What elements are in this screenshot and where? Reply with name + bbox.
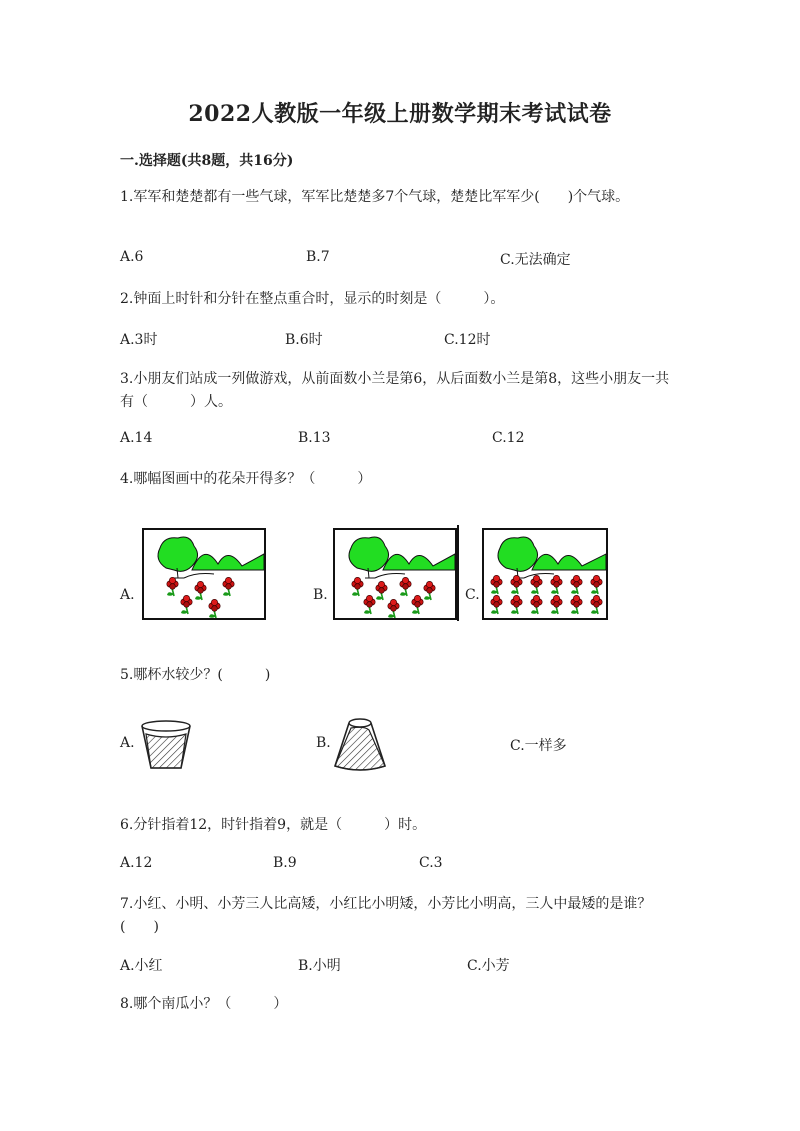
- flower-icon: [551, 595, 562, 614]
- hill-icon: [383, 554, 455, 570]
- q5-option-b: B.: [316, 735, 331, 751]
- flower-icon: [571, 595, 582, 614]
- flower-icon: [531, 595, 542, 614]
- flower-icon: [352, 577, 363, 596]
- q7-option-b: B.小明: [298, 958, 341, 974]
- flower-icon: [376, 581, 387, 600]
- flower-icon: [511, 595, 522, 614]
- q3-option-b: B.13: [298, 430, 331, 446]
- q7-option-a: A.小红: [120, 958, 163, 974]
- flower-icon: [195, 581, 206, 600]
- q2-option-a: A.3时: [120, 332, 158, 348]
- q5-option-a: A.: [120, 735, 135, 751]
- q6-option-c: C.3: [419, 855, 443, 871]
- q1-option-a: A.6: [120, 249, 144, 265]
- q4-option-c: C.: [465, 587, 480, 603]
- q3-option-a: A.14: [120, 430, 153, 446]
- question-3: 3.小朋友们站成一列做游戏，从前面数小兰是第6，从后面数小兰是第8，这些小朋友一共有（ ）人。: [120, 371, 670, 410]
- flower-icon: [424, 581, 435, 600]
- flower-icon: [167, 577, 178, 596]
- question-6: 6.分针指着12，时针指着9，就是（ ）时。: [120, 817, 427, 833]
- flower-scene-a: [144, 530, 264, 618]
- flower-icon: [591, 595, 602, 614]
- question-4: 4.哪幅图画中的花朵开得多？（ ）: [120, 471, 372, 487]
- q2-option-b: B.6时: [285, 332, 323, 348]
- q2-option-c: C.12时: [444, 332, 491, 348]
- question-8: 8.哪个南瓜小？（ ）: [120, 996, 288, 1012]
- q1-option-b: B.7: [306, 249, 330, 265]
- q5-option-c: C.一样多: [510, 738, 567, 754]
- section-heading: 一.选择题(共8题，共16分): [120, 153, 294, 169]
- question-1: 1.军军和楚楚都有一些气球，军军比楚楚多7个气球，楚楚比军军少( )个气球。: [120, 189, 630, 205]
- flower-icon: [412, 595, 423, 614]
- flower-icon: [364, 595, 375, 614]
- flower-icon: [181, 595, 192, 614]
- flower-icon: [209, 599, 220, 618]
- hill-icon: [532, 554, 606, 570]
- page-title: 2022人教版一年级上册数学期末考试试卷: [188, 101, 612, 127]
- q4-picture-a: [142, 528, 266, 620]
- q4-picture-c: [482, 528, 608, 620]
- q3-option-c: C.12: [492, 430, 525, 446]
- question-2: 2.钟面上时针和分针在整点重合时，显示的时刻是（ ）。: [120, 291, 505, 307]
- flower-icon: [591, 575, 602, 594]
- q7-option-c: C.小芳: [467, 958, 510, 974]
- flower-icon: [491, 595, 502, 614]
- q1-option-c: C.无法确定: [500, 252, 571, 268]
- q4-option-b: B.: [313, 587, 328, 603]
- q4-picture-b: [333, 528, 457, 620]
- flower-icon: [388, 599, 399, 618]
- flower-icon: [571, 575, 582, 594]
- flower-icon: [531, 575, 542, 594]
- q6-option-b: B.9: [273, 855, 297, 871]
- flower-icon: [400, 577, 411, 596]
- question-5: 5.哪杯水较少？( ): [120, 667, 271, 683]
- flower-icon: [551, 575, 562, 594]
- flower-scene-b: [335, 530, 455, 618]
- question-7: 7.小红、小明、小芳三人比高矮，小红比小明矮，小芳比小明高，三人中最矮的是谁？( ): [120, 896, 652, 935]
- divider-line: [457, 525, 459, 621]
- flower-scene-c: [484, 530, 606, 618]
- flower-icon: [223, 577, 234, 596]
- cup-b-icon: [331, 716, 389, 774]
- q4-option-a: A.: [120, 587, 135, 603]
- flower-icon: [491, 575, 502, 594]
- hill-icon: [192, 554, 264, 570]
- cup-a-icon: [138, 718, 194, 772]
- q6-option-a: A.12: [120, 855, 153, 871]
